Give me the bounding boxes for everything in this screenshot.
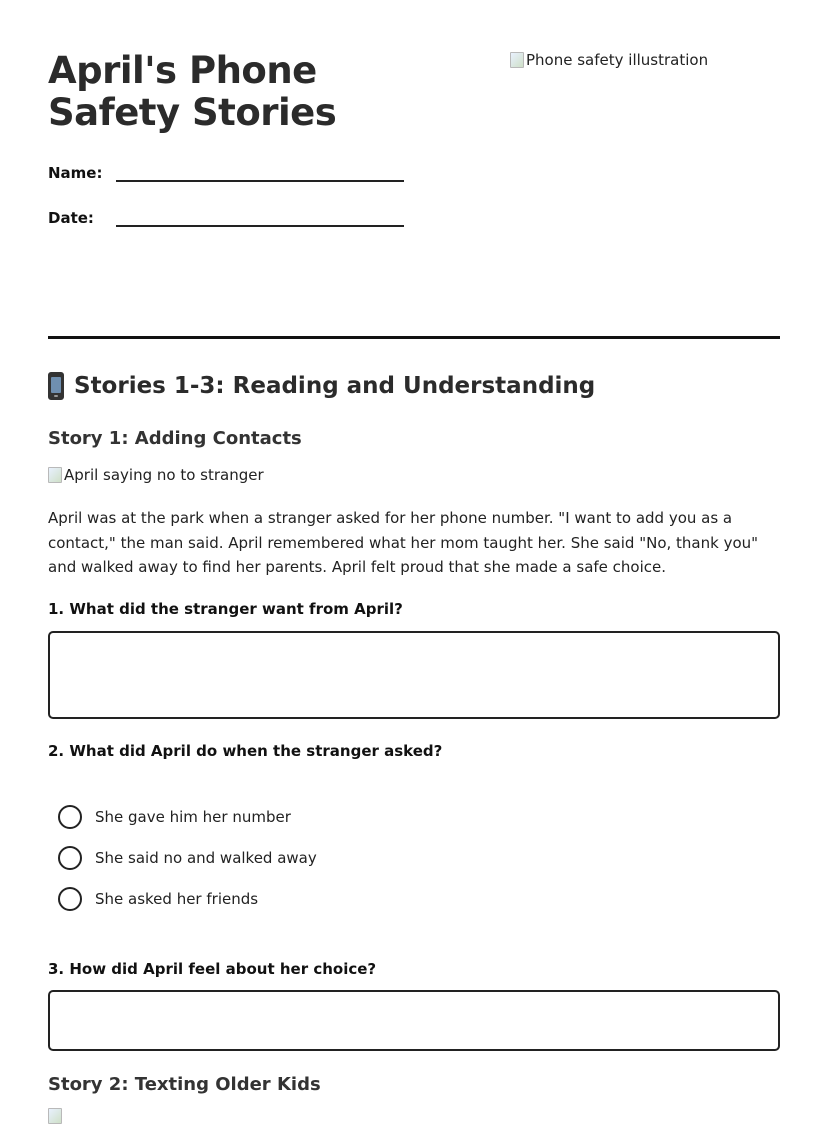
story-1-image-alt-text: April saying no to stranger [64,466,264,484]
question-1: 1. What did the stranger want from April? [48,600,403,618]
worksheet-header [48,0,780,340]
date-write-line[interactable] [116,203,404,227]
radio-button[interactable] [58,846,82,870]
hero-image-alt-text: Phone safety illustration [526,51,709,69]
option-label: She asked her friends [95,890,259,908]
name-label: Name: [48,164,103,182]
answer-box-1[interactable] [48,631,780,719]
option-asked-friends[interactable] [58,887,258,911]
date-field-row [48,203,404,227]
story-1-title: Story 1: Adding Contacts [48,428,302,449]
answer-box-3[interactable] [48,990,780,1051]
mobile-phone-icon [48,372,64,400]
story-1-text: April was at the park when a stranger asked for her phone number. "I want to add you as a contact," the man said. April remembered what her mom taught her. She said "No, thank you" and walked away to find her parents. April felt proud that she made a safe choice. [48,509,759,576]
radio-button[interactable] [58,805,82,829]
name-write-line[interactable] [116,158,404,182]
date-label: Date: [48,209,94,227]
radio-button[interactable] [58,887,82,911]
option-gave-number[interactable] [58,805,291,829]
option-label: She gave him her number [95,808,291,826]
broken-image-icon [510,52,524,68]
question-2: 2. What did April do when the stranger asked? [48,742,443,760]
option-said-no[interactable] [58,846,317,870]
story-2-image [48,1108,62,1124]
worksheet-page [48,0,780,1095]
story-1-image [48,466,264,484]
hero-image [510,51,708,69]
story-2-title: Story 2: Texting Older Kids [48,1074,321,1095]
broken-image-icon [48,467,62,483]
broken-image-icon [48,1108,62,1124]
section-title-text: Stories 1-3: Reading and Understanding [74,373,596,399]
name-field-row [48,158,404,182]
section-title [48,372,595,400]
page-title: April's Phone Safety Stories [48,49,337,134]
option-label: She said no and walked away [95,849,317,867]
header-divider [48,336,780,339]
question-3: 3. How did April feel about her choice? [48,960,377,978]
